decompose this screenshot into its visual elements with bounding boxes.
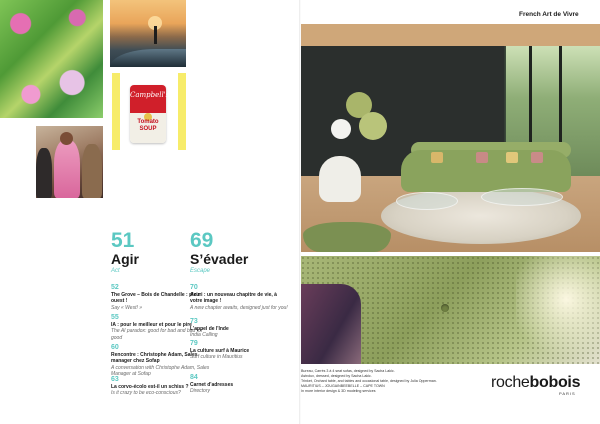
credit-line: Trinket, Orchard table, and tables and occasional table, designed by Julia Opperman. bbox=[301, 379, 437, 383]
toc-subtitle: Surf culture in Mauritius bbox=[190, 354, 243, 361]
toc-title: IA : pour le meilleur et pour le pire bbox=[111, 322, 192, 328]
toc-title: The Grove – Bois de Chandelle : plein ouest ! bbox=[111, 292, 201, 305]
sofa-detail-photo bbox=[301, 256, 600, 364]
lamp-disc-shape bbox=[359, 112, 387, 140]
toc-subtitle: The AI paradox: good for bad and bad for good bbox=[111, 328, 203, 341]
section-subtitle-evader: Escape bbox=[190, 268, 211, 274]
toc-page-number: 60 bbox=[111, 344, 119, 351]
yellow-bar-left bbox=[112, 73, 120, 150]
surf-photo bbox=[110, 0, 186, 67]
toc-title: Rencontre : Christophe Adam, Sales manager chez Sofap bbox=[111, 352, 198, 365]
can-brand-text: Campbell's bbox=[130, 91, 170, 99]
brand-logo-bold: bobois bbox=[529, 374, 581, 391]
person-figure bbox=[82, 144, 102, 198]
toc-subtitle: Is it crazy to be eco-conscious? bbox=[111, 390, 181, 397]
can-soup-text: Tomato SOUP bbox=[137, 119, 159, 132]
brand-logo-sub: PARIS bbox=[559, 391, 576, 396]
pillow-shape bbox=[301, 284, 361, 364]
toc-title: La corvo-écolo est-il un schiss ? bbox=[111, 384, 189, 390]
cushion-shape bbox=[531, 152, 543, 163]
toc-title: La culture surf à Maurice bbox=[190, 348, 250, 354]
toc-title: L'appel de l'Inde bbox=[190, 326, 229, 332]
person-figure bbox=[54, 140, 80, 198]
toc-subtitle: A conversation with Christophe Adam, Sales Manager at Sofap bbox=[111, 364, 210, 377]
toc-page-number: 73 bbox=[190, 318, 198, 325]
toc-page-number: 55 bbox=[111, 314, 119, 321]
toc-page-number: 70 bbox=[190, 284, 198, 291]
surfer-figure bbox=[154, 26, 157, 44]
toc-page-number: 84 bbox=[190, 374, 198, 381]
toc-page-number: 79 bbox=[190, 340, 198, 347]
credit-line: Astrolux, dressed, designed by Sacha Lakic. bbox=[301, 374, 372, 378]
toc-entry[interactable] bbox=[190, 374, 290, 395]
lamp-disc-shape bbox=[331, 119, 351, 139]
flowers-photo bbox=[0, 0, 103, 118]
toc-subtitle: A new chapter awaits, designed just for you! bbox=[190, 304, 288, 311]
tuft-button-shape bbox=[441, 304, 449, 312]
toc-title: Azuri : un nouveau chapitre de vie, à votre image ! bbox=[190, 292, 277, 305]
section-subtitle-agir: Act bbox=[111, 268, 120, 274]
photo-credits bbox=[301, 369, 481, 394]
toc-subtitle: Say « West! » bbox=[111, 304, 143, 311]
person-figure bbox=[36, 148, 52, 198]
soup-can-image bbox=[130, 85, 170, 143]
section-title-agir: Agir bbox=[111, 251, 139, 267]
armchair-shape bbox=[319, 156, 361, 202]
pouf-shape bbox=[303, 222, 391, 252]
cushion-shape bbox=[431, 152, 443, 163]
section-title-evader: S’évader bbox=[190, 251, 249, 267]
credit-line: MAURITIUS – JOUGAINBEEBELLE – CAPE TOWN bbox=[301, 384, 385, 388]
toc-page-number: 63 bbox=[111, 376, 119, 383]
toc-entry[interactable] bbox=[190, 340, 290, 361]
brand-logo bbox=[491, 374, 580, 392]
person-head bbox=[60, 132, 73, 145]
light-glow-shape bbox=[516, 256, 600, 364]
glass-table-shape bbox=[481, 188, 563, 206]
india-people-photo bbox=[36, 126, 103, 198]
living-room-photo bbox=[301, 24, 600, 252]
toc-title: Carnet d'adresses bbox=[190, 382, 234, 388]
credit-line: In more interior design & 3D modeling services bbox=[301, 389, 376, 393]
toc-subtitle: Directory bbox=[190, 388, 211, 395]
toc-entry[interactable] bbox=[190, 284, 290, 311]
cushion-shape bbox=[506, 152, 518, 163]
magazine-title: French Art de Vivre bbox=[519, 11, 579, 18]
toc-page-number: 52 bbox=[111, 284, 119, 291]
wave-shape bbox=[110, 49, 186, 67]
yellow-bar-right bbox=[178, 73, 186, 150]
section-number-agir: 51 bbox=[111, 229, 135, 252]
glass-table-shape bbox=[396, 192, 458, 210]
toc-entry[interactable] bbox=[190, 318, 290, 339]
toc-subtitle: India Calling bbox=[190, 332, 218, 339]
brand-logo-light: roche bbox=[491, 374, 530, 391]
cushion-shape bbox=[476, 152, 488, 163]
section-number-evader: 69 bbox=[190, 229, 214, 252]
credit-line: Bureau, Carrés 3 à 4 seat sofas, designed by Sacha Lakic. bbox=[301, 369, 395, 373]
